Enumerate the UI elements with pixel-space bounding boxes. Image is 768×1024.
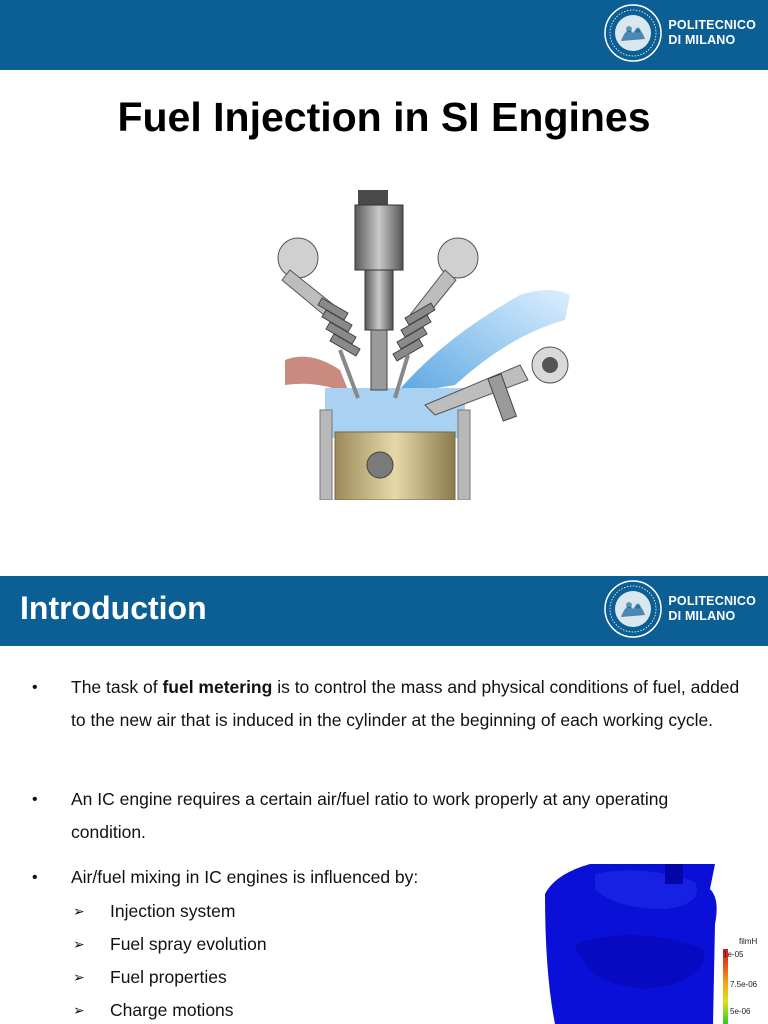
institution-line2-2: DI MILANO (668, 609, 736, 623)
arrow-bullet-icon: ➢ (73, 969, 85, 985)
legend-max: 1e-05 (723, 950, 744, 959)
slide-title: Fuel Injection in SI Engines (117, 94, 651, 140)
arrow-bullet-icon: ➢ (73, 903, 85, 919)
university-logo (603, 3, 756, 63)
institution-line2: DI MILANO (668, 33, 736, 47)
simulation-image (545, 864, 768, 1024)
legend-title: filmH (739, 937, 758, 946)
legend-low: 5e-06 (730, 1007, 751, 1016)
introduction-slide (0, 576, 768, 1024)
bullet-text: The task of fuel metering is to control the mass and physical conditions of fuel, added to the new air that is induced in the cylinder at the beginning of each working cycle. (71, 677, 740, 730)
bullet-dot: • (32, 869, 38, 886)
arrow-bullet-icon: ➢ (73, 1002, 85, 1018)
bullet-dot: • (32, 679, 38, 696)
header-bar-2 (0, 576, 768, 646)
color-scale-bar (723, 949, 728, 1024)
sub-item-text: Injection system (110, 901, 236, 921)
seal-icon (603, 3, 663, 63)
seal-icon (603, 579, 663, 639)
slide-title-2: Introduction (20, 590, 207, 626)
sub-item-text: Fuel spray evolution (110, 934, 267, 954)
sub-item-text: Fuel properties (110, 967, 227, 987)
header-bar (0, 0, 768, 70)
engine-illustration (190, 170, 610, 500)
bullet-text: Air/fuel mixing in IC engines is influenced by: (71, 867, 419, 887)
bullet-dot: • (32, 791, 38, 808)
institution-line1: POLITECNICO (668, 18, 756, 32)
legend-mid: 7.5e-06 (730, 980, 758, 989)
institution-line1-2: POLITECNICO (668, 594, 756, 608)
bullet-text: An IC engine requires a certain air/fuel ratio to work properly at any operating condition. (71, 789, 669, 842)
arrow-bullet-icon: ➢ (73, 936, 85, 952)
university-logo-2 (603, 579, 756, 639)
sub-item-text: Charge motions (110, 1000, 234, 1020)
